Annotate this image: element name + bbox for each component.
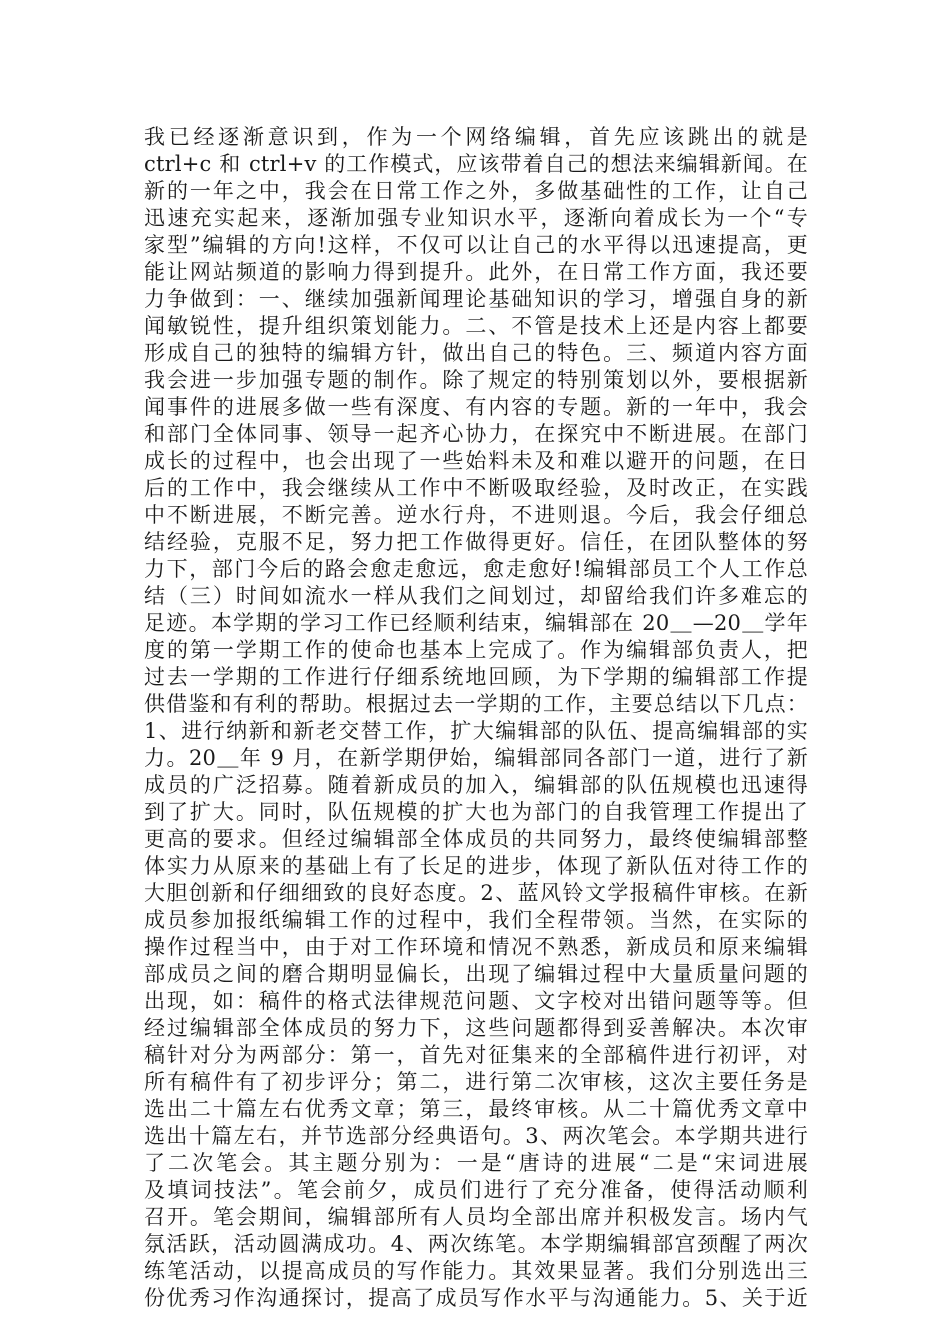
text-line: 出现，如：稿件的格式法律规范问题、文字校对出错问题等等。但 [144, 989, 808, 1013]
text-line: 到了扩大。同时，队伍规模的扩大也为部门的自我管理工作提出了 [144, 800, 808, 824]
text-line: 闻事件的进展多做一些有深度、有内容的专题。新的一年中，我会 [144, 395, 808, 419]
text-line: 成员的广泛招募。随着新成员的加入，编辑部的队伍规模也迅速得 [144, 773, 808, 797]
text-line: 成员参加报纸编辑工作的过程中，我们全程带领。当然，在实际的 [144, 908, 808, 932]
text-line: 形成自己的独特的编辑方针，做出自己的特色。三、频道内容方面 [144, 341, 808, 365]
text-line: 和部门全体同事、领导一起齐心协力，在探究中不断进展。在部门 [144, 422, 808, 446]
text-line: 稿针对分为两部分：第一，首先对征集来的全部稿件进行初评，对 [144, 1043, 808, 1067]
text-line: 家型”编辑的方向!这样，不仅可以让自己的水平得以迅速提高，更 [144, 233, 808, 257]
text-line: 过去一学期的工作进行仔细系统地回顾，为下学期的编辑部工作提 [144, 665, 808, 689]
text-line: 经过编辑部全体成员的努力下，这些问题都得到妥善解决。本次审 [144, 1016, 808, 1040]
text-line: 氛活跃，活动圆满成功。4、两次练笔。本学期编辑部宫颈醒了两次 [144, 1232, 808, 1256]
text-line: 度的第一学期工作的使命也基本上完成了。作为编辑部负责人，把 [144, 638, 808, 662]
text-line: 足迹。本学期的学习工作已经顺利结束，编辑部在 20＿—20＿学年 [144, 611, 808, 635]
text-line: 迅速充实起来，逐渐加强专业知识水平，逐渐向着成长为一个“专 [144, 206, 808, 230]
text-line: 选出十篇左右，并节选部分经典语句。3、两次笔会。本学期共进行 [144, 1124, 808, 1148]
text-line: 所有稿件有了初步评分；第二，进行第二次审核，这次主要任务是 [144, 1070, 808, 1094]
text-line: 结（三）时间如流水一样从我们之间划过，却留给我们许多难忘的 [144, 584, 808, 608]
text-line: 新的一年之中，我会在日常工作之外，多做基础性的工作，让自己 [144, 179, 808, 203]
text-line: 力争做到：一、继续加强新闻理论基础知识的学习，增强自身的新 [144, 287, 808, 311]
text-line: 份优秀习作沟通探讨，提高了成员写作水平与沟通能力。5、关于近 [144, 1286, 808, 1310]
text-line: 我会进一步加强专题的制作。除了规定的特别策划以外，要根据新 [144, 368, 808, 392]
text-line: 成长的过程中，也会出现了一些始料未及和难以避开的问题，在日 [144, 449, 808, 473]
text-line: 体实力从原来的基础上有了长足的进步，体现了新队伍对待工作的 [144, 854, 808, 878]
text-line: 力。20＿年 9 月，在新学期伊始，编辑部同各部门一道，进行了新 [144, 746, 808, 770]
body-text [144, 124, 808, 1312]
text-line: 我已经逐渐意识到，作为一个网络编辑，首先应该跳出的就是 [144, 125, 808, 149]
text-line: ctrl+c 和 ctrl+v 的工作模式，应该带着自己的想法来编辑新闻。在 [144, 152, 808, 176]
text-line: 召开。笔会期间，编辑部所有人员均全部出席并积极发言。场内气 [144, 1205, 808, 1229]
text-line: 部成员之间的磨合期明显偏长，出现了编辑过程中大量质量问题的 [144, 962, 808, 986]
text-line: 供借鉴和有利的帮助。根据过去一学期的工作，主要总结以下几点： [144, 692, 808, 716]
text-line: 结经验，克服不足，努力把工作做得更好。信任，在团队整体的努 [144, 530, 808, 554]
text-line: 1、进行纳新和新老交替工作，扩大编辑部的队伍、提高编辑部的实 [144, 719, 808, 743]
text-line: 及填词技法”。笔会前夕，成员们进行了充分准备，使得活动顺利 [144, 1178, 808, 1202]
text-line: 练笔活动，以提高成员的写作能力。其效果显著。我们分别选出三 [144, 1259, 808, 1283]
text-line: 后的工作中，我会继续从工作中不断吸取经验，及时改正，在实践 [144, 476, 808, 500]
text-line: 了二次笔会。其主题分别为：一是“唐诗的进展“二是“宋词进展 [144, 1151, 808, 1175]
text-line: 能让网站频道的影响力得到提升。此外，在日常工作方面，我还要 [144, 260, 808, 284]
text-line: 操作过程当中，由于对工作环境和情况不熟悉，新成员和原来编辑 [144, 935, 808, 959]
text-line: 中不断进展，不断完善。逆水行舟，不进则退。今后，我会仔细总 [144, 503, 808, 527]
text-line: 更高的要求。但经过编辑部全体成员的共同努力，最终使编辑部整 [144, 827, 808, 851]
text-line: 力下，部门今后的路会愈走愈远，愈走愈好!编辑部员工个人工作总 [144, 557, 808, 581]
text-line: 选出二十篇左右优秀文章；第三，最终审核。从二十篇优秀文章中 [144, 1097, 808, 1121]
text-line: 闻敏锐性，提升组织策划能力。二、不管是技术上还是内容上都要 [144, 314, 808, 338]
text-line: 大胆创新和仔细细致的良好态度。2、蓝风铃文学报稿件审核。在新 [144, 881, 808, 905]
